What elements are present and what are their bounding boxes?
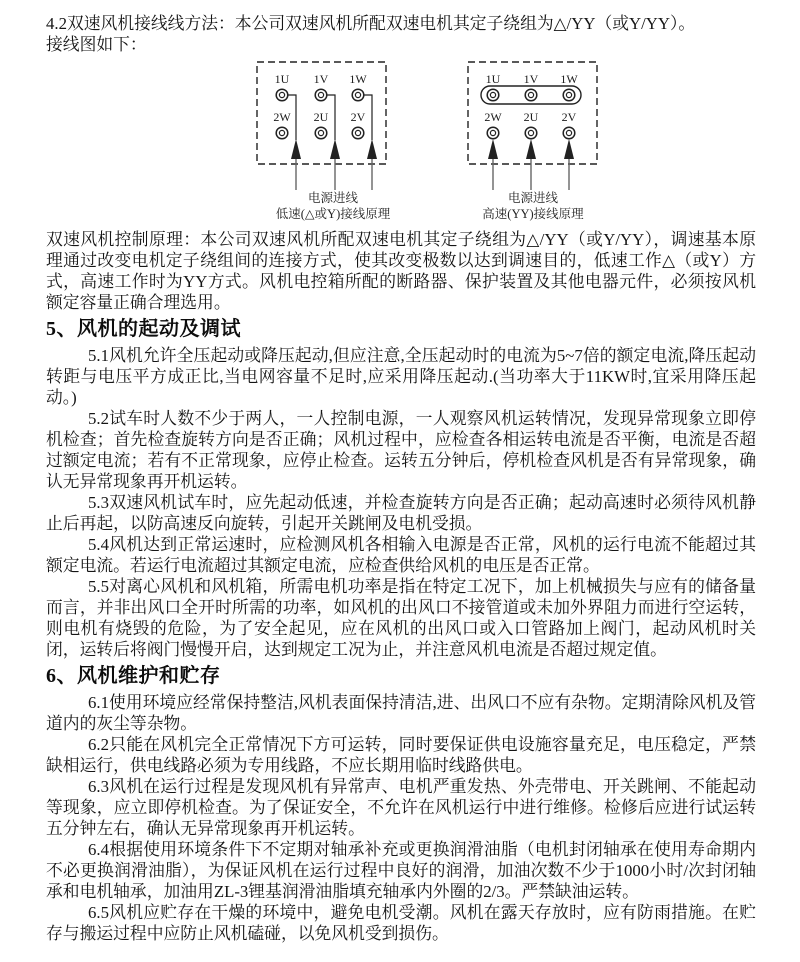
terminal-label: 1V (313, 72, 329, 86)
terminal-label: 2W (273, 110, 291, 124)
terminal-label: 2V (350, 110, 366, 124)
wiring-diagrams (46, 57, 756, 229)
para-control-principle: 双速风机控制原理：本公司双速风机所配双速电机其定子绕组为△/YY（或Y/YY），调速基本原理通过改变电机定子绕组间的连接方式，使其改变极数以达到调速目的，低速工作△（或Y）方式，高速工作时为YY方式。风机电控箱所配的断路器、保护装置及其他电器元件，必须按风机额定容量正确合理选用。 (46, 230, 756, 312)
power-inlet-arrowheads (488, 139, 574, 159)
terminal-label: 2V (561, 110, 577, 124)
power-inlet-arrowheads (291, 139, 377, 159)
terminal-label: 1U (485, 72, 501, 86)
para-4-2-line1: 4.2双速风机接线线方法：本公司双速风机所配双速电机其定子绕组为△/YY（或Y/YY）。 (46, 14, 696, 33)
low-speed-wiring-diagram (251, 57, 401, 191)
para-4-2-line2: 接线图如下： (46, 35, 147, 54)
terminal (487, 127, 575, 139)
section-6-heading: 6、风机维护和贮存 (46, 665, 221, 687)
low-speed-caption (248, 190, 418, 222)
para-5-2: 5.2试车时人数不少于两人，一人控制电源，一人观察风机运转情况，发现异常现象立即停机检查；首先检查旋转方向是否正确；风机过程中，应检查各相运转电流是否平衡，电流是否超过额定电流；若有不正常现象，应停止检查。运转五分钟后，停机检查风机是否有异常现象，确认无异常现象再开机运转。 (46, 409, 756, 491)
para-5-4: 5.4风机达到正常运速时，应检测风机各相输入电源是否正常，风机的运行电流不能超过其额定电流。若运行电流超过其额定电流，应检查供给风机的电压是否正常。 (46, 535, 756, 575)
caption-power-inlet: 电源进线 (507, 191, 558, 205)
section-5-heading: 5、风机的起动及调试 (46, 318, 241, 340)
terminal-label: 2U (313, 110, 329, 124)
high-speed-wiring-diagram (462, 57, 612, 191)
terminal-label: 2W (484, 110, 502, 124)
para-6-1: 6.1使用环境应经常保持整洁,风机表面保持清洁,进、出风口不应有杂物。定期清除风机及管道内的灰尘等杂物。 (46, 693, 756, 733)
terminal-label: 1V (523, 72, 539, 86)
para-6-5: 6.5风机应贮存在干燥的环境中，避免电机受潮。风机在露天存放时，应有防雨措施。在贮存与搬运过程中应防止风机磕碰，以免风机受到损伤。 (46, 903, 756, 943)
terminal (276, 127, 364, 139)
para-6-4: 6.4根据使用环境条件下不定期对轴承补充或更换润滑油脂（电机封闭轴承在使用寿命期内不必更换润滑油脂），为保证风机在运行过程中良好的润滑，加油次数不少于1000小时/次封闭轴承和电机轴承，加油用ZL-3锂基润滑油脂填充轴承内外圈的2/3。严禁缺油运转。 (46, 840, 756, 901)
para-6-3: 6.3风机在运行过程是发现风机有异常声、电机严重发热、外壳带电、开关跳闸、不能起动等现象，应立即停机检查。为了保证安全，不允许在风机运行中进行维修。检修后应进行试运转五分钟左右，确认无异常现象再开机运转。 (46, 777, 756, 838)
terminal-label: 1W (349, 72, 367, 86)
para-5-3: 5.3双速风机试车时，应先起动低速，并检查旋转方向是否正确；起动高速时必须待风机静止后再起，以防高速反向旋转，引起开关跳闸及电机受损。 (46, 493, 756, 533)
terminal-label: 1W (560, 72, 578, 86)
para-5-5: 5.5对离心风机和风机箱，所需电机功率是指在特定工况下，加上机械损失与应有的储备量而言，并非出风口全开时所需的功率，如风机的出风口不接管道或未加外界阻力而进行空运转，则电机有烧毁的危险，为了安全起见，应在风机的出风口或入口管路加上阀门，起动风机时关闭，运转后将阀门慢慢开启，达到规定工况为止，并注意风机电流是否超过规定值。 (46, 577, 756, 659)
caption-mode: 高速(YY)接线原理 (482, 207, 584, 221)
terminal-label: 1U (274, 72, 290, 86)
caption-power-inlet: 电源进线 (307, 191, 358, 205)
para-6-2: 6.2只能在风机完全正常情况下方可运转，同时要保证供电设施容量充足，电压稳定，严禁缺相运行，供电线路必须为专用线路，不应长期用临时线路供电。 (46, 735, 756, 775)
high-speed-caption (448, 190, 618, 222)
para-5-1: 5.1风机允许全压起动或降压起动,但应注意,全压起动时的电流为5~7倍的额定电流,降压起动转距与电压平方成正比,当电网容量不足时,应采用降压起动.(当功率大于11KW时,宜采用降压起动。) (46, 346, 756, 407)
terminal-label: 2U (523, 110, 539, 124)
caption-mode: 低速(△或Y)接线原理 (275, 207, 391, 221)
